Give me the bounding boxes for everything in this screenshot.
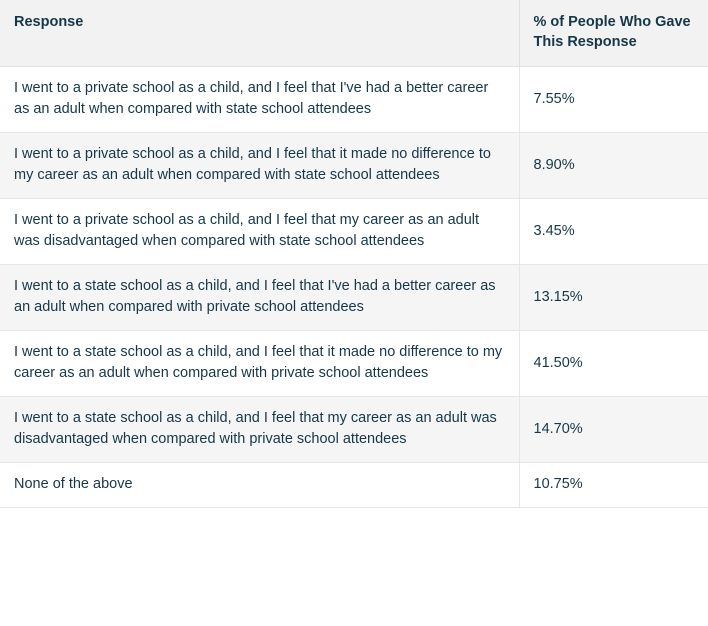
table-row xyxy=(0,331,708,397)
table-row xyxy=(0,67,708,133)
table-row xyxy=(0,397,708,463)
response-cell: I went to a state school as a child, and I feel that it made no difference to my career as an adult when compared with private school attendees xyxy=(0,331,519,397)
column-header-response: Response xyxy=(0,0,519,67)
percent-cell: 7.55% xyxy=(519,67,708,133)
response-cell: I went to a state school as a child, and I feel that I've had a better career as an adult when compared with private school attendees xyxy=(0,265,519,331)
response-cell: I went to a private school as a child, and I feel that I've had a better career as an adult when compared with state school attendees xyxy=(0,67,519,133)
percent-cell: 3.45% xyxy=(519,199,708,265)
percent-cell: 10.75% xyxy=(519,463,708,508)
response-cell: I went to a private school as a child, and I feel that my career as an adult was disadvantaged when compared with state school attendees xyxy=(0,199,519,265)
table-row xyxy=(0,133,708,199)
table-row xyxy=(0,199,708,265)
column-header-percent: % of People Who Gave This Response xyxy=(519,0,708,67)
percent-cell: 14.70% xyxy=(519,397,708,463)
percent-cell: 41.50% xyxy=(519,331,708,397)
response-cell: I went to a private school as a child, and I feel that it made no difference to my career as an adult when compared with state school attendees xyxy=(0,133,519,199)
table-row xyxy=(0,265,708,331)
response-cell: None of the above xyxy=(0,463,519,508)
percent-cell: 13.15% xyxy=(519,265,708,331)
percent-cell: 8.90% xyxy=(519,133,708,199)
table-body xyxy=(0,67,708,508)
table-header-row xyxy=(0,0,708,67)
table-header xyxy=(0,0,708,67)
table-row xyxy=(0,463,708,508)
response-cell: I went to a state school as a child, and I feel that my career as an adult was disadvantaged when compared with private school attendees xyxy=(0,397,519,463)
